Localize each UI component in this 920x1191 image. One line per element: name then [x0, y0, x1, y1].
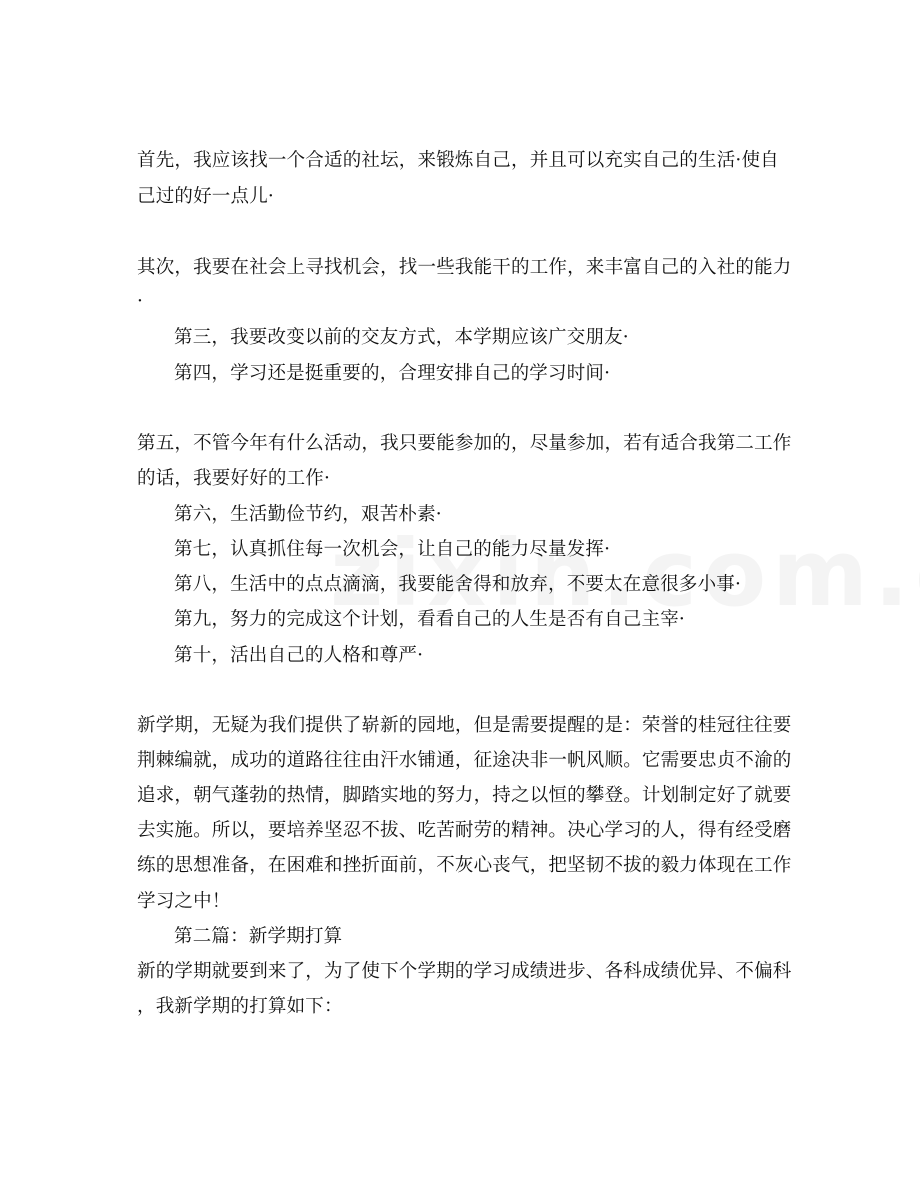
- closing-line-5: 练的思想准备，在困难和挫折面前，不灰心丧气，把坚韧不拔的毅力体现在工作: [137, 855, 792, 876]
- closing-line-2: 荆棘编就，成功的道路往往由汗水铺通，征途决非一帆风顺。它需要忠贞不渝的: [137, 750, 792, 771]
- paragraph-first-line-2: 己过的好一点儿·: [137, 186, 274, 207]
- item-tenth: 第十，活出自己的人格和尊严·: [174, 645, 424, 666]
- paragraph-first-line-1: 首先，我应该找一个合适的社坛，来锻炼自己，并且可以充实自己的生活·使自: [137, 150, 779, 171]
- closing-line-4: 去实施。所以，要培养坚忍不拔、吃苦耐劳的精神。决心学习的人，得有经受磨: [137, 820, 792, 841]
- item-ninth: 第九，努力的完成这个计划，看看自己的人生是否有自己主宰·: [174, 609, 685, 630]
- section-heading-2: 第二篇：新学期打算: [174, 926, 343, 947]
- paragraph-second-line-2: ·: [137, 291, 144, 312]
- paragraph-fifth-line-2: 的话，我要好好的工作·: [137, 468, 331, 489]
- paragraph-second-line-1: 其次，我要在社会上寻找机会，找一些我能干的工作，来丰富自己的入社的能力: [137, 257, 792, 278]
- closing-line-1: 新学期，无疑为我们提供了崭新的园地，但是需要提醒的是：荣誉的桂冠往往要: [137, 715, 792, 736]
- item-third: 第三，我要改变以前的交友方式，本学期应该广交朋友·: [174, 327, 629, 348]
- item-fourth: 第四，学习还是挺重要的，合理安排自己的学习时间·: [174, 363, 611, 384]
- closing-line-6: 学习之中！: [137, 891, 231, 912]
- item-seventh: 第七，认真抓住每一次机会，让自己的能力尽量发挥·: [174, 539, 611, 560]
- closing-line-3: 追求，朝气蓬勃的热情，脚踏实地的努力，持之以恒的攀登。计划制定好了就要: [137, 785, 792, 806]
- intro-2-line-2: ，我新学期的打算如下：: [137, 996, 343, 1017]
- item-sixth: 第六，生活勤俭节约，艰苦朴素·: [174, 504, 442, 525]
- item-eighth: 第八，生活中的点点滴滴，我要能舍得和放弃，不要太在意很多小事·: [174, 574, 742, 595]
- intro-2-line-1: 新的学期就要到来了，为了使下个学期的学习成绩进步、各科成绩优异、不偏科: [137, 961, 792, 982]
- paragraph-fifth-line-1: 第五，不管今年有什么活动，我只要能参加的，尽量参加，若有适合我第二工作: [137, 433, 792, 454]
